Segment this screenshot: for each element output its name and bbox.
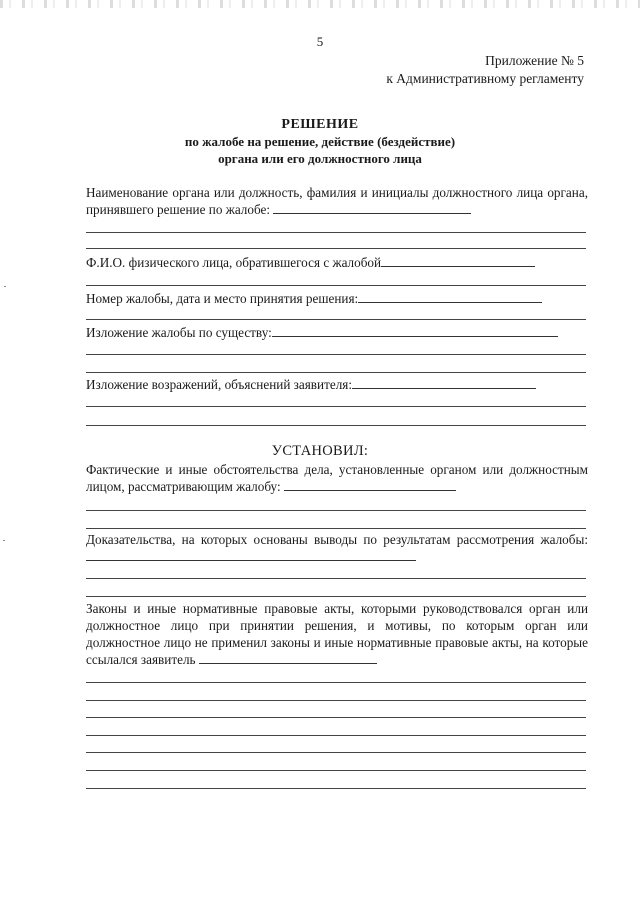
- field-complaint-summary-label: Изложение жалобы по существу:: [86, 325, 272, 340]
- document-subtitle-1: по жалобе на решение, действие (бездействие): [184, 134, 456, 149]
- section-heading-established: УСТАНОВИЛ:: [271, 443, 369, 459]
- scan-artifact: [0, 0, 640, 8]
- field-circumstances: [86, 461, 588, 495]
- blank-line: [86, 578, 586, 579]
- field-laws: [86, 600, 588, 668]
- blank-line: [86, 752, 586, 753]
- field-applicant: [86, 254, 588, 271]
- document-title: РЕШЕНИЕ: [281, 117, 359, 132]
- field-applicant-blank: [381, 255, 535, 267]
- field-circumstances-label: Фактические и иные обстоятельства дела, установленные органом или должностным лицом, рассматривающим жалобу:: [86, 462, 588, 494]
- blank-line: [86, 425, 586, 426]
- field-complaint-number-blank: [358, 291, 542, 303]
- field-laws-label: Законы и иные нормативные правовые акты, которыми руководствовался орган или должностное лицо при принятии решения, и мотивы, по которым орган или должностное лицо не применил законы и иные нормативные правовые акты, на которые ссылался заявитель: [86, 601, 588, 667]
- blank-line: [86, 285, 586, 286]
- blank-line: [86, 372, 586, 373]
- blank-line: [86, 319, 586, 320]
- blank-line: [86, 528, 586, 529]
- blank-line: [86, 788, 586, 789]
- field-complaint-summary: [86, 324, 588, 341]
- scan-speck: [4, 286, 6, 287]
- blank-line: [86, 232, 586, 233]
- blank-line: [86, 700, 586, 701]
- blank-line: [86, 354, 586, 355]
- field-organ-name-label: Наименование органа или должность, фамилия и инициалы должностного лица органа, принявшего решение по жалобе:: [86, 185, 588, 217]
- blank-line: [86, 406, 586, 407]
- field-complaint-number-label: Номер жалобы, дата и место принятия решения:: [86, 291, 359, 306]
- field-laws-blank: [199, 652, 377, 664]
- scan-speck: [3, 540, 5, 541]
- blank-line: [86, 717, 586, 718]
- field-organ-name-blank: [273, 202, 471, 214]
- blank-line: [86, 510, 586, 511]
- field-circumstances-blank: [284, 479, 456, 491]
- field-complaint-summary-blank: [272, 325, 558, 337]
- field-evidence-label: Доказательства, на которых основаны выводы по результатам рассмотрения жалобы:: [86, 532, 588, 547]
- field-evidence: [86, 531, 588, 565]
- appendix-line-1: Приложение № 5: [485, 53, 584, 68]
- blank-line: [86, 735, 586, 736]
- blank-line: [86, 248, 586, 249]
- field-objections-label: Изложение возражений, объяснений заявителя:: [86, 377, 353, 392]
- field-organ-name: [86, 184, 588, 218]
- field-evidence-blank: [86, 549, 416, 561]
- field-applicant-label: Ф.И.О. физического лица, обратившегося с жалобой: [86, 255, 382, 270]
- page-number: 5: [316, 34, 324, 49]
- document-subtitle-2: органа или его должностного лица: [218, 151, 422, 166]
- blank-line: [86, 596, 586, 597]
- blank-line: [86, 682, 586, 683]
- field-objections-blank: [352, 377, 536, 389]
- field-objections: [86, 376, 588, 393]
- appendix-note: [386, 52, 584, 88]
- field-complaint-number: [86, 290, 588, 307]
- blank-line: [86, 770, 586, 771]
- appendix-line-2: к Административному регламенту: [386, 71, 584, 86]
